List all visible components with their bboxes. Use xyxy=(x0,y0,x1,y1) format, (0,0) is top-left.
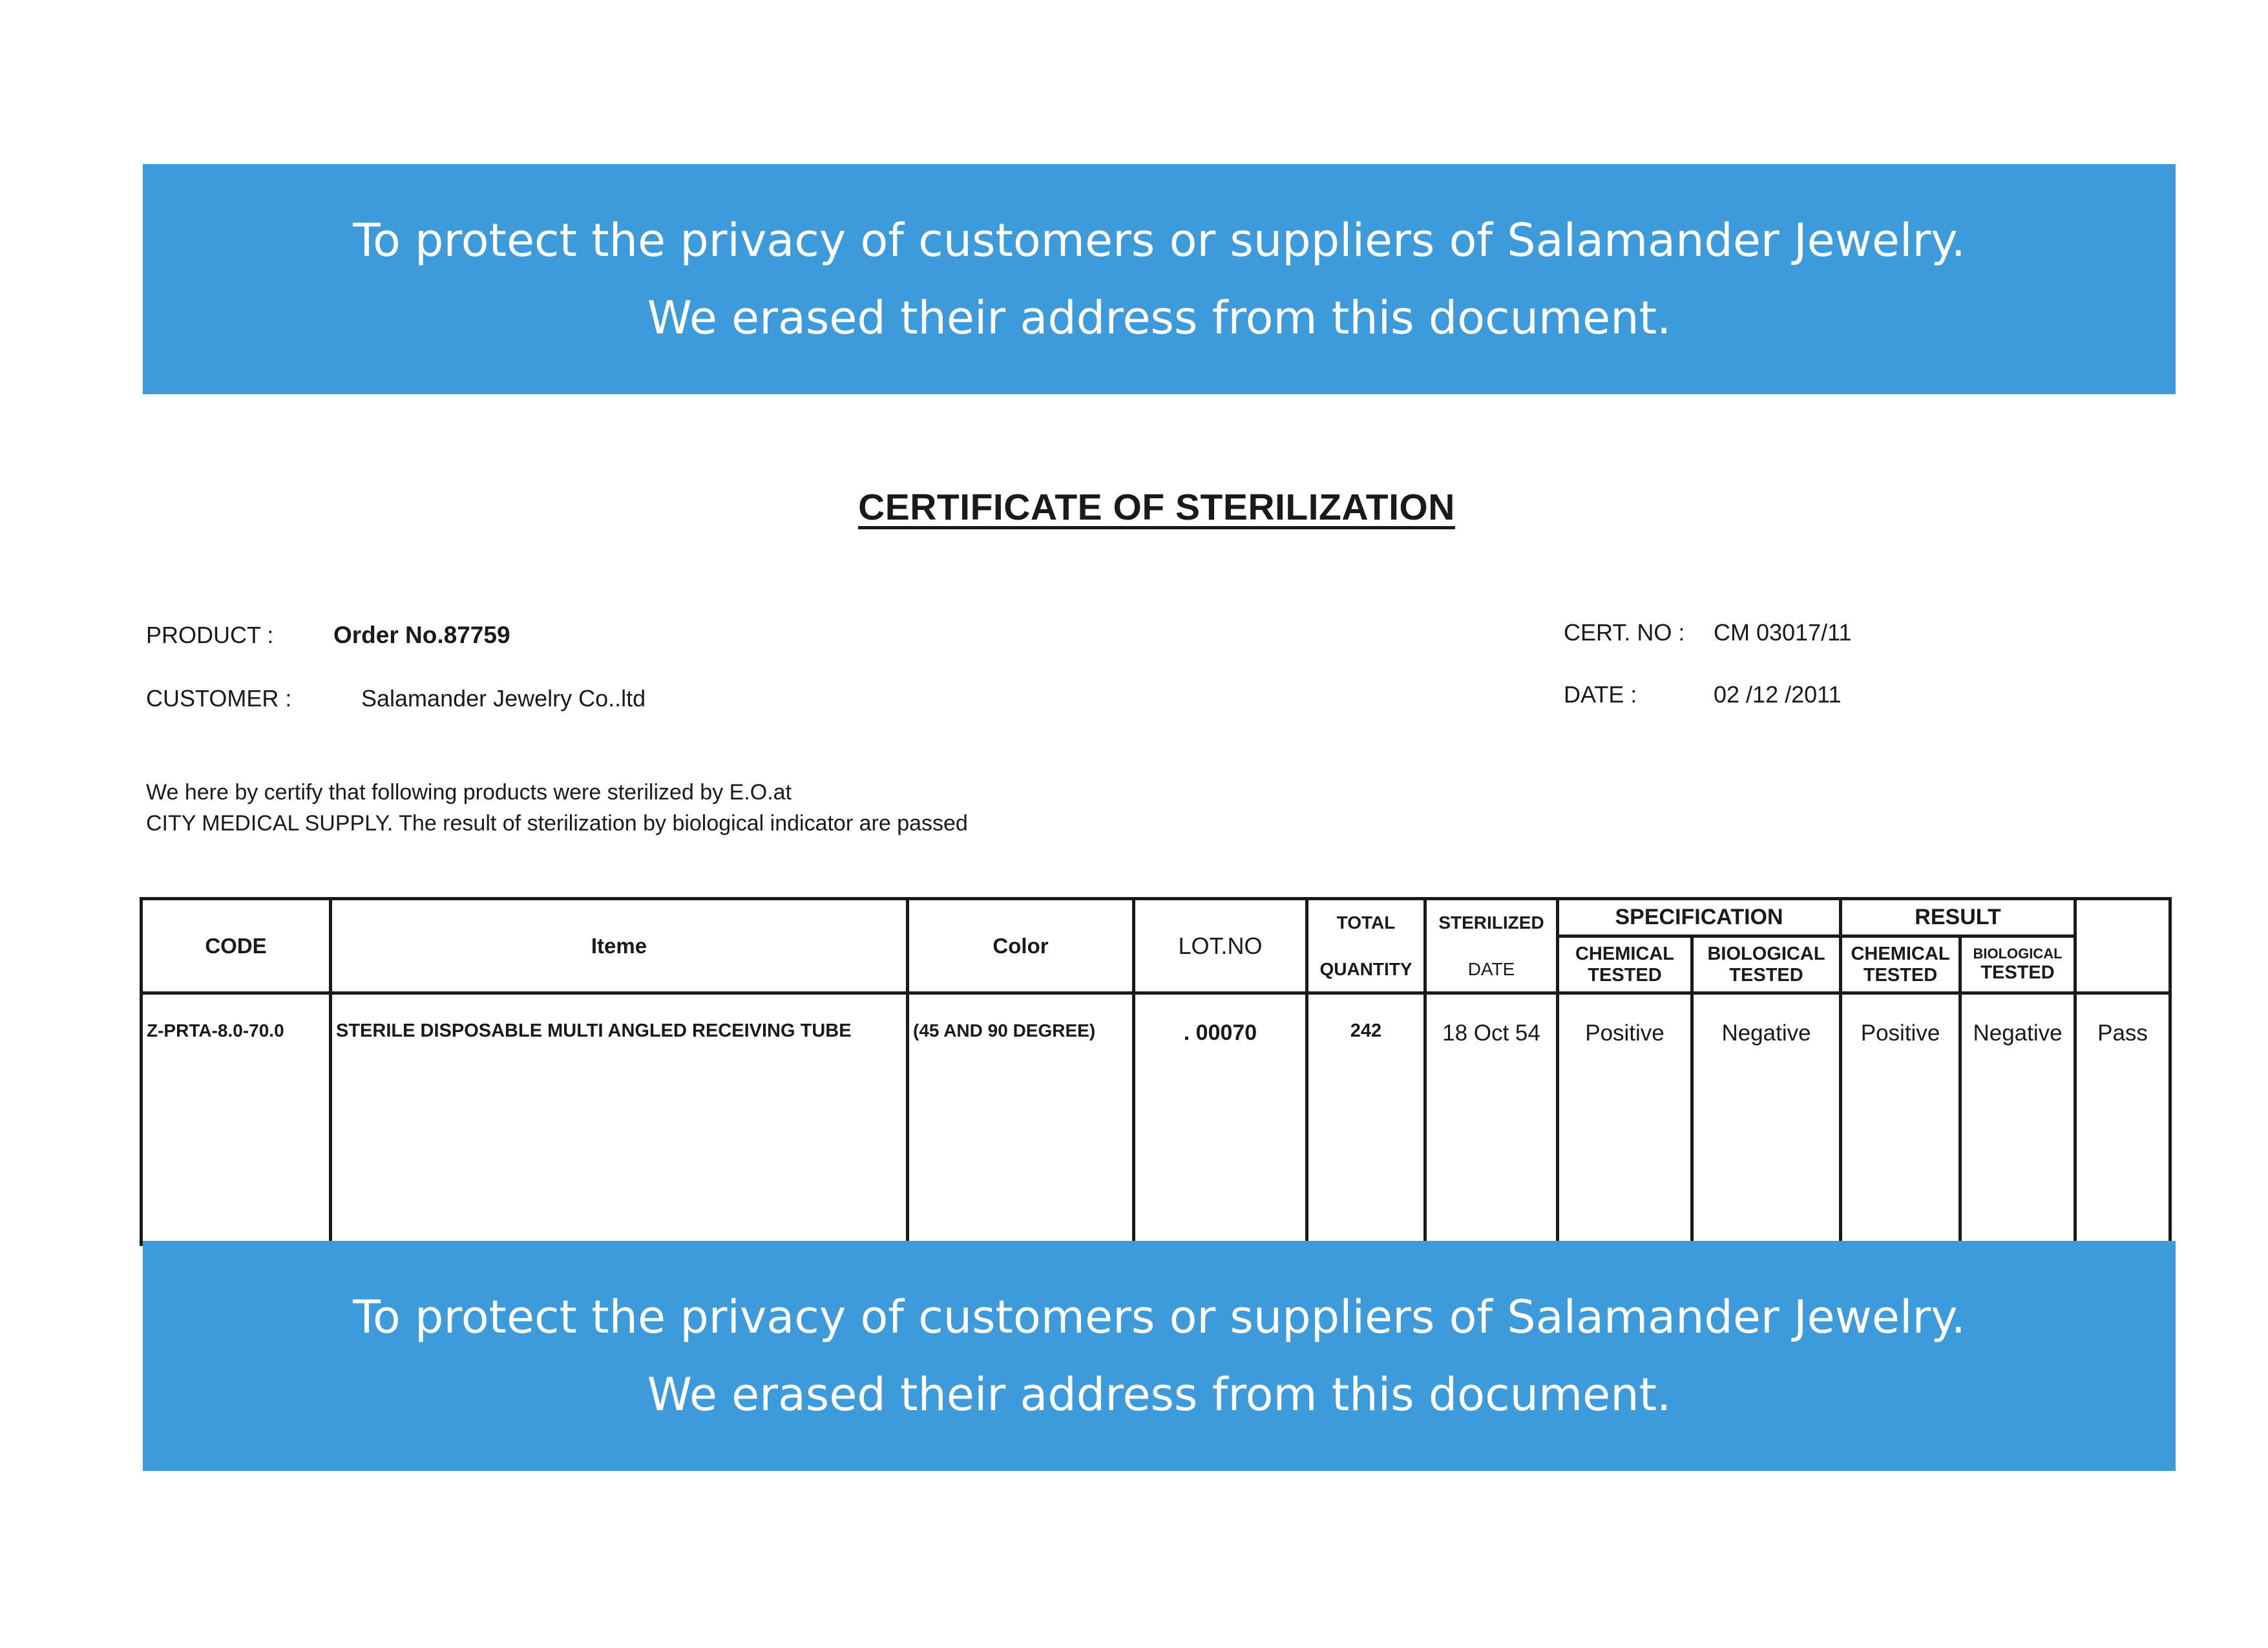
customer-field xyxy=(146,685,646,712)
header-specification: SPECIFICATION xyxy=(1558,899,1841,936)
header-result-chemical-line-2: TESTED xyxy=(1863,964,1938,986)
cert-no-label: CERT. NO : xyxy=(1564,619,1685,646)
header-spec-biological-line-2: TESTED xyxy=(1729,964,1803,986)
privacy-line-1: To protect the privacy of customers or suppliers of Salamander Jewelry. xyxy=(353,1291,1966,1344)
cell-quantity: 242 xyxy=(1307,993,1425,1245)
date-field xyxy=(1564,681,1842,708)
product-value: Order No.87759 xyxy=(333,622,510,648)
header-final-result xyxy=(2075,899,2170,993)
header-spec-biological xyxy=(1692,936,1841,993)
header-total-quantity xyxy=(1307,899,1425,993)
customer-value: Salamander Jewelry Co..ltd xyxy=(361,685,646,712)
sterilization-table xyxy=(140,897,2172,1246)
header-sterilized-line-1: STERILIZED xyxy=(1438,912,1544,933)
header-result-biological xyxy=(1960,936,2075,993)
customer-label: CUSTOMER : xyxy=(146,685,292,712)
privacy-line-2: We erased their address from this document. xyxy=(647,291,1672,344)
cell-result-chemical: Positive xyxy=(1841,993,1960,1245)
document-title: CERTIFICATE OF STERILIZATION xyxy=(858,487,1455,528)
table-row xyxy=(142,993,2170,1245)
privacy-line-2: We erased their address from this document. xyxy=(647,1368,1672,1421)
table-header-row xyxy=(142,899,2170,936)
cert-no-value: CM 03017/11 xyxy=(1714,619,1852,646)
header-result: RESULT xyxy=(1841,899,2075,936)
cell-sterilized-date: 18 Oct 54 xyxy=(1425,993,1558,1245)
date-value: 02 /12 /2011 xyxy=(1714,681,1842,708)
header-spec-biological-line-1: BIOLOGICAL xyxy=(1707,943,1825,964)
privacy-banner-bottom xyxy=(143,1241,2176,1471)
cert-no-field xyxy=(1564,619,1851,646)
cell-code: Z-PRTA-8.0-70.0 xyxy=(142,993,331,1245)
header-lot-no: LOT.NO xyxy=(1134,899,1307,993)
header-color: Color xyxy=(908,899,1134,993)
privacy-line-1: To protect the privacy of customers or suppliers of Salamander Jewelry. xyxy=(353,214,1966,267)
statement-line-2: CITY MEDICAL SUPPLY. The result of sterilization by biological indicator are passed xyxy=(146,811,968,836)
header-spec-chemical-line-2: TESTED xyxy=(1588,964,1662,986)
statement-line-1: We here by certify that following products were sterilized by E.O.at xyxy=(146,780,792,805)
product-field xyxy=(146,622,510,649)
certification-statement xyxy=(146,777,968,839)
cell-result-biological: Negative xyxy=(1960,993,2075,1245)
header-item: Iteme xyxy=(331,899,908,993)
header-spec-chemical-line-1: CHEMICAL xyxy=(1575,943,1675,964)
product-label: PRODUCT : xyxy=(146,622,274,648)
header-total-line-1: TOTAL xyxy=(1336,912,1396,933)
privacy-banner-top xyxy=(143,164,2176,394)
cell-spec-chemical: Positive xyxy=(1558,993,1692,1245)
header-sterilized-line-2: DATE xyxy=(1467,958,1515,979)
cell-final-result: Pass xyxy=(2075,993,2170,1245)
header-total-line-2: QUANTITY xyxy=(1319,958,1412,979)
header-result-chemical-line-1: CHEMICAL xyxy=(1851,943,1950,964)
cell-lot-no: . 00070 xyxy=(1134,993,1307,1245)
header-result-biological-line-1: BIOLOGICAL xyxy=(1973,945,2063,962)
date-label: DATE : xyxy=(1564,681,1637,708)
header-sterilized-date xyxy=(1425,899,1558,993)
cell-spec-biological: Negative xyxy=(1692,993,1841,1245)
header-spec-chemical xyxy=(1558,936,1692,993)
header-code: CODE xyxy=(142,899,331,993)
header-result-chemical xyxy=(1841,936,1960,993)
cell-color: (45 AND 90 DEGREE) xyxy=(908,993,1134,1245)
header-result-biological-line-2: TESTED xyxy=(1980,962,2055,983)
cell-item: STERILE DISPOSABLE MULTI ANGLED RECEIVING TUBE xyxy=(331,993,908,1245)
